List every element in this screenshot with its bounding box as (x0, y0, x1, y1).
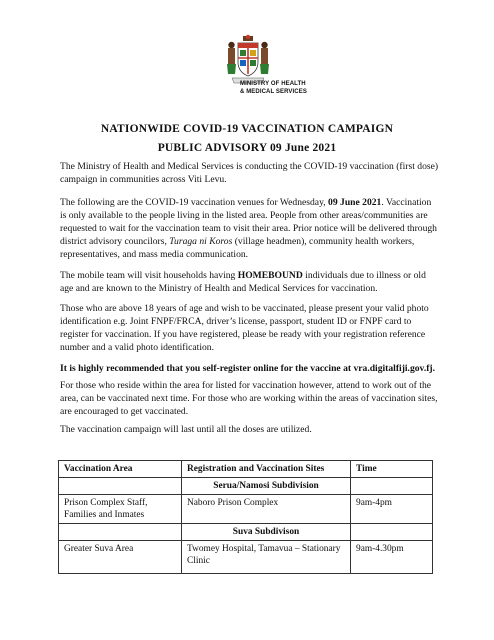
ministry-name-line2: & MEDICAL SERVICES (240, 89, 307, 95)
row1-time: 9am-4pm (351, 495, 433, 524)
row2-time: 9am-4.30pm (351, 541, 433, 574)
venues-date: 09 June 2021 (328, 197, 382, 208)
table-header-row (59, 461, 433, 478)
table-row (59, 495, 433, 524)
venues-text-a: The following are the COVID-19 vaccination venues for Wednesday, (60, 197, 329, 208)
campaign-duration-paragraph: The vaccination campaign will last until all the doses are utilized. (60, 424, 312, 435)
venues-text-c: (village headmen), community health workers, representatives, and mass media communication. (60, 236, 415, 260)
venues-text-b: . Vaccination is only available to the people living in the listed area. People from other areas/communities are requested to wait for the vaccination team to visit their area. Prior notice will be delivered through district advisory councilors, (60, 197, 437, 247)
identification-paragraph: Those who are above 18 years of age and wish to be vaccinated, please present your valid photo identification e.g. Joint FNPF/FRCA, driver’s license, passport, student ID or FNPF card to register for vaccination. If you have registered, please be ready with your registration reference number and a valid photo identification. (60, 303, 429, 353)
row1-site: Naboro Prison Complex (182, 495, 351, 524)
row2-site: Twomey Hospital, Tamavua – Stationary Clinic (182, 541, 351, 574)
subdivision-serua-namosi: Serua/Namosi Subdivision (182, 478, 351, 495)
ministry-name-line1: MINISTRY OF HEALTH (240, 81, 306, 87)
homebound-keyword: HOMEBOUND (237, 270, 303, 281)
homebound-text-a: The mobile team will visit households having (60, 270, 238, 281)
homebound-paragraph (60, 269, 440, 295)
intro-paragraph: The Ministry of Health and Medical Services is conducting the COVID-19 vaccination (first dose) campaign in communities across Viti Levu. (60, 161, 439, 185)
vaccination-venues-table (58, 460, 433, 574)
turaga-ni-koros: Turaga ni Koros (169, 236, 233, 247)
subdivision-row (59, 478, 433, 495)
header-time: Time (351, 461, 433, 478)
work-area-paragraph: For those who reside within the area for listed for vaccination however, attend to work out of the area, can be vaccinated next time. For those who are working within the areas of vaccination sites, are encouraged to get vaccinated. (60, 380, 438, 417)
header-registration-sites: Registration and Vaccination Sites (182, 461, 351, 478)
advisory-title: PUBLIC ADVISORY 09 June 2021 (157, 142, 337, 154)
table-row (59, 541, 433, 574)
subdivision-suva: Suva Subdivison (182, 524, 351, 541)
homebound-text-b: individuals due to illness or old age and are known to the Ministry of Health and Medical Services for vaccination. (60, 270, 426, 294)
venues-paragraph (60, 196, 440, 261)
ministry-name (240, 80, 330, 96)
row1-area: Prison Complex Staff, Families and Inmates (59, 495, 182, 524)
self-register-notice: It is highly recommended that you self-register online for the vaccine at vra.digitalfiji.gov.fj. (60, 363, 436, 374)
row2-area: Greater Suva Area (59, 541, 182, 574)
header-vaccination-area: Vaccination Area (59, 461, 182, 478)
campaign-title: NATIONWIDE COVID-19 VACCINATION CAMPAIGN (100, 123, 394, 135)
subdivision-row (59, 524, 433, 541)
